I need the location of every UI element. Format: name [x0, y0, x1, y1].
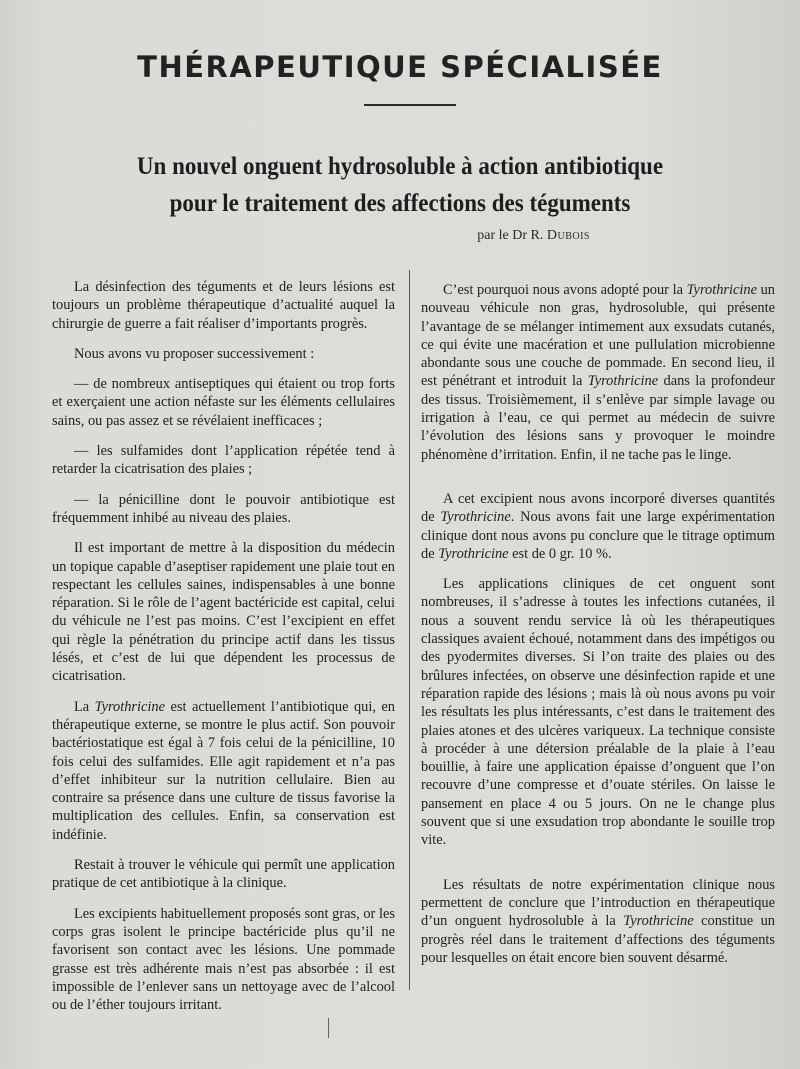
byline-prefix: par le Dr R. — [477, 228, 544, 243]
text-run: C’est pourquoi nous avons adopté pour la — [443, 282, 687, 298]
paragraph — [421, 490, 775, 563]
italic-term: Tyrothricine — [440, 509, 511, 526]
text-run: un nouveau véhicule non gras, hydrosoluble, qui présente l’avantage de se mélanger intimement aux exsudats cutanés, ce qui évite une macération et une pullulation microbienne abondante sous une couche de pommade. En second lieu, il est pénétrant et introduit la — [421, 282, 775, 390]
paragraph: Il est important de mettre à la disposition du médecin un topique capable d’aseptiser rapidement une plaie tout en respectant les cellules saines, indispensables à une bonne réparation. Si le rôle de l’agent bactéricide est capital, celui du véhicule ne l’est pas moins. C’est l’excipient en effet qui règle la pénétration du principe actif dans les tissus lésés, et c’est de lui que dépendent les processus de cicatrisation. — [52, 540, 395, 685]
left-column — [52, 278, 395, 1026]
paragraph: Les applications cliniques de cet onguent sont nombreuses, il s’adresse à toutes les infections cutanées, il nous a souvent rendu service là où les thérapeutiques classiques avaient échoué, notamment dans des impétigos ou des pyodermites diverses. Si l’on traite des plaies ou des brûlures infectées, on observe une désinfection rapide et une réparation rapide des lésions ; mais là où nous avons pu voir les résultats les plus intéressants, c’est dans le traitement des plaies atones et des ulcères variqueux. La technique consiste à procéder à une détersion préalable de la plaie à l’eau bouillie, à faire une application épaisse d’onguent que l’on recouvre d’une compresse et d’ouate stériles. On laisse le pansement en place 4 ou 5 jours. On ne le change plus souvent que si une exsudation trop abondante le souille trop vite. — [421, 576, 775, 849]
paragraph: Restait à trouver le véhicule qui permît une application pratique de cet antibiotique à la clinique. — [52, 857, 395, 892]
italic-term: Tyrothricine — [94, 698, 165, 715]
paragraph: La désinfection des téguments et de leurs lésions est toujours un problème thérapeutique d’actualité auquel la chirurgie de guerre a fait réaliser d’importants progrès. — [52, 279, 395, 332]
text-run: La — [74, 698, 95, 715]
text-run: dans la profondeur des tissus. Troisièmement, il s’enlève par simple lavage ou irrigation à l’eau, ce qui permet au médecin de suivre l’évolution des lésions sans y provoquer le moindre phénomène d’irritation. Enfin, il ne tache pas le linge. — [421, 373, 775, 463]
column-divider — [409, 270, 410, 990]
text-run: est actuellement l’antibiotique qui, en thérapeutique externe, se montre le plus actif. Son pouvoir bactériostatique est égal à 7 fois celui de la pénicilline, 10 fois celui des sulfamides. Elle agit rapidement et n’a pas d’effet inhibiteur sur la nutrition cellulaire. Bien au contraire sa présence dans une culture de tissus favorise la multiplication des cellules. Enfin, sa conservation est indéfinie. — [52, 698, 395, 843]
paragraph — [52, 698, 395, 844]
text-run: . Nous avons fait une large expérimentation clinique dont nous avons pu conclure que le titrage optimum de — [421, 509, 775, 562]
article-title-line-2: pour le traitement des affections des téguments — [169, 190, 631, 217]
paragraph — [421, 281, 775, 464]
paragraph: Les excipients habituellement proposés sont gras, or les corps gras isolent le principe bactéricide plus qu’il ne favorisent son contact avec les lésions. Une pommade grasse est très adhérente mais n’est pas absorbée : il est impossible de l’enlever sans un nettoyage avec de l’alcool ou de l’éther toujours irritant. — [52, 905, 395, 1014]
text-run: Les résultats de notre expérimentation clinique nous permettent de conclure que l’introduction en thérapeutique d’un onguent hydrosoluble à la — [421, 876, 775, 930]
paragraph: — de nombreux antiseptiques qui étaient ou trop forts et exerçaient une action néfaste sur les éléments cellulaires sains, ou pas assez et se révélaient inefficaces ; — [52, 376, 395, 429]
italic-term: Tyrothricine — [438, 545, 509, 562]
text-run: constitue un progrès réel dans le traitement d’affections des téguments pour lesquelles on était encore bien souvent désarmé. — [421, 913, 775, 966]
italic-term: Tyrothricine — [686, 282, 757, 298]
text-run: est de 0 gr. 10 %. — [508, 545, 612, 562]
paragraph: Nous avons vu proposer successivement : — [74, 345, 315, 362]
paragraph: — les sulfamides dont l’application répétée tend à retarder la cicatrisation des plaies ; — [52, 443, 395, 478]
paragraph — [421, 876, 775, 967]
page-mark — [328, 1018, 329, 1038]
text-run: A cet excipient nous avons incorporé diverses quantités de — [421, 490, 775, 526]
title-rule — [364, 104, 456, 106]
author-name: Dubois — [546, 228, 590, 243]
section-title: THÉRAPEUTIQUE SPÉCIALISÉE — [137, 50, 663, 84]
italic-term: Tyrothricine — [587, 373, 659, 390]
article-title — [87, 148, 713, 222]
right-column — [421, 281, 775, 979]
article-title-line-1: Un nouvel onguent hydrosoluble à action antibiotique — [136, 153, 664, 180]
italic-term: Tyrothricine — [623, 913, 694, 930]
paragraph: — la pénicilline dont le pouvoir antibiotique est fréquemment inhibé au niveau des plaies. — [52, 491, 395, 526]
byline — [270, 228, 590, 244]
